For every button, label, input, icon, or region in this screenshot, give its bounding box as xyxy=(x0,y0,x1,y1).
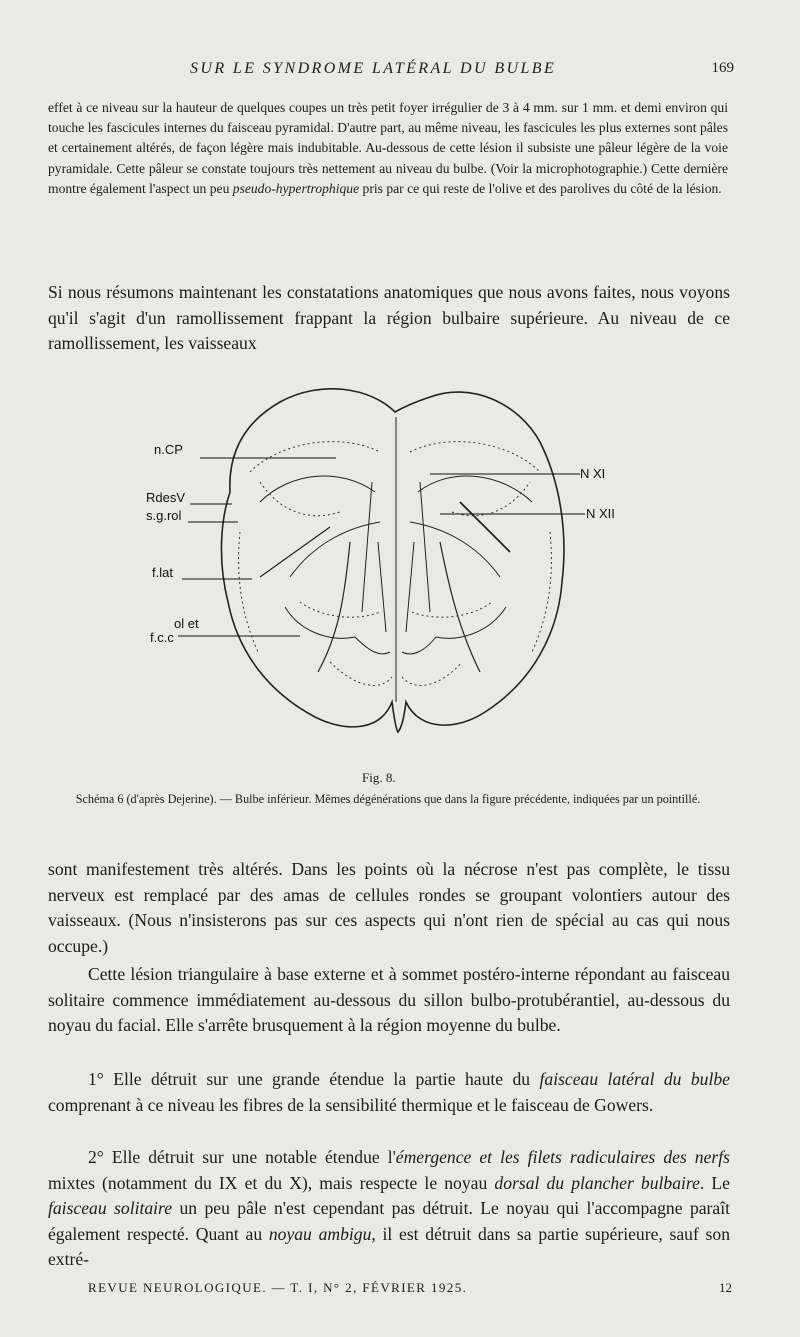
signature-mark: 12 xyxy=(719,1280,732,1295)
page-header xyxy=(0,60,800,84)
item2-italic-4: noyau ambigu xyxy=(268,1223,372,1244)
label-rdesv: RdesV xyxy=(146,490,186,505)
label-nxii: N XII xyxy=(586,506,615,521)
item1-italic: faisceau latéral du bulbe xyxy=(539,1069,730,1089)
item2-italic-2: dorsal du plancher bulbaire xyxy=(494,1172,700,1193)
paragraph-resume: Si nous résumons maintenant les constatations anatomiques que nous avons faites, nous voyons qu'il s'agit d'un ramollissement frappant la région bulbaire supérieure. Au niveau de ce ramollissement, les vaisseaux xyxy=(48,282,730,353)
paragraph-effet-italic: pseudo-hypertrophique xyxy=(232,180,360,196)
bulbe-schema-drawing xyxy=(140,372,650,752)
paragraph-effet-text: effet à ce niveau sur la hauteur de quelques coupes un très petit foyer irrégulier de 3 à 4 mm. sur 1 mm. et demi environ qui touche les fascicules internes du faisceau pyramidal. D'autre part, au même niveau, les fascicules les plus externes sont pâles et certainement altérés, de façon légère mais indubitable. Au-dessous de cette lésion il subsiste une pâleur légère de la voie pyramidale. Cette pâleur se constate toujours très nettement au niveau du bulbe. (Voir la microphotographie.) Cette dernière montre également l'aspect un peu xyxy=(48,100,728,196)
item1-text-b: comprenant à ce niveau les fibres de la sensibilité thermique et le faisceau de Gowers. xyxy=(48,1094,654,1115)
running-title: SUR LE SYNDROME LATÉRAL DU BULBE xyxy=(190,60,557,77)
label-nxi: N XI xyxy=(580,466,606,481)
figure-number: Fig. 8. xyxy=(362,770,396,785)
journal-reference: REVUE NEUROLOGIQUE. — T. I, N° 2, FÉVRIER 1925. xyxy=(88,1280,468,1295)
label-ncp: n.CP xyxy=(154,442,183,457)
figure-bulbe-diagram xyxy=(140,372,650,752)
paragraph-sont: sont manifestement très altérés. Dans les points où la nécrose n'est pas complète, le tissu nerveux est remplacé par des amas de cellules rondes se groupant volontiers autour des vaisseaux. (Nous n'insisterons pas sur ces aspects qui n'ont rien de spécial au cas qui nous occupe.) xyxy=(48,859,730,956)
paragraph-effet-end: pris par ce qui reste de l'olive et des parolives du côté de la lésion. xyxy=(359,180,722,196)
paragraph-item-1 xyxy=(48,1067,730,1118)
page-footer xyxy=(0,1280,800,1302)
item2-text-c: . Le xyxy=(699,1172,730,1193)
item2-italic-1: émergence et les filets radiculaires des nerfs xyxy=(395,1147,730,1167)
figure-caption: Schéma 6 (d'après Dejerine). — Bulbe inférieur. Mêmes dégénérations que dans la figure précédente, indiquées par un pointillé. xyxy=(75,792,701,806)
label-sgrol: s.g.rol xyxy=(146,508,182,523)
paragraph-effet xyxy=(48,98,728,199)
item2-text-b: mixtes (notamment du IX et du X), mais respecte le noyau xyxy=(48,1172,495,1193)
paragraph-item-2 xyxy=(48,1145,730,1273)
bulbe-outline xyxy=(221,389,564,732)
item1-text-a: 1° Elle détruit sur une grande étendue la partie haute du xyxy=(88,1069,540,1089)
item2-text-e: , il est détruit dans sa partie supérieure, sauf son extré- xyxy=(48,1223,730,1269)
label-flat: f.lat xyxy=(152,565,173,580)
label-olet: ol et xyxy=(174,616,199,631)
item2-text-a: 2° Elle détruit sur une notable étendue l' xyxy=(88,1147,396,1167)
paragraph-cette: Cette lésion triangulaire à base externe et à sommet postéro-interne répondant au faisceau solitaire commence immédiatement au-dessous du sillon bulbo-protubérantiel, au-dessous du noyau du facial. Elle s'arrête brusquement à la région moyenne du bulbe. xyxy=(48,964,730,1035)
item2-italic-3: faisceau solitaire xyxy=(48,1198,173,1218)
page-number: 169 xyxy=(711,60,734,76)
label-fcc: f.c.c xyxy=(150,630,174,645)
item2-text-d: un peu pâle n'est cependant pas détruit. Le noyau qui l'accompagne paraît également respecté. Quant au xyxy=(48,1198,730,1244)
